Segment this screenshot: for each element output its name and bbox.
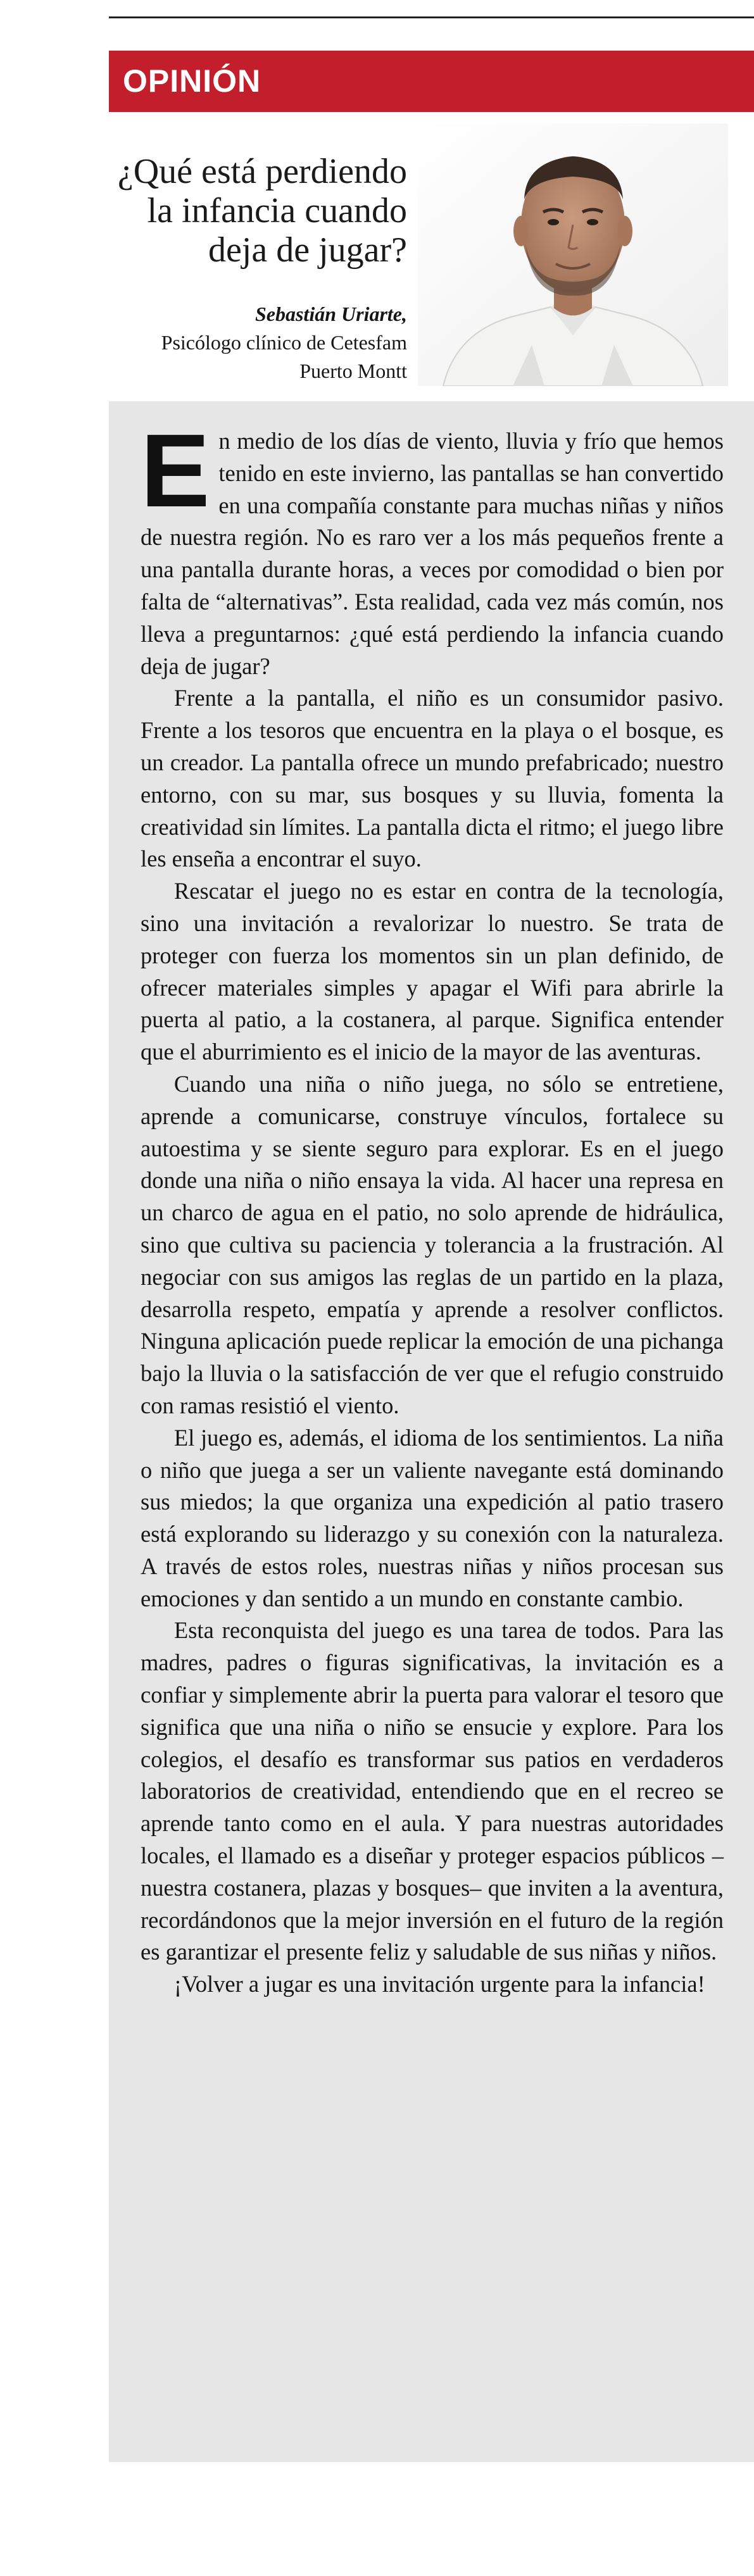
dropcap: E: [141, 413, 210, 528]
article-paragraph-5: El juego es, además, el idioma de los sentimientos. La niña o niño que juega a ser un valiente navegante está dominando sus miedos; la que organiza una expedición al patio trasero está explorando su liderazgo y su conexión con la naturaleza. A través de estos roles, nuestras niñas y niños procesan sus emociones y dan sentido a un mundo en constante cambio.: [141, 1424, 724, 1611]
headline: ¿Qué está perdiendo la infancia cuando deja de jugar?: [117, 152, 407, 270]
article-body: [109, 401, 754, 2462]
byline: [78, 300, 407, 385]
article-paragraph-1-text: n medio de los días de viento, lluvia y frío que hemos tenido en este invierno, las pantallas se han convertido en una compañía constante para muchas niñas y niños de nuestra región. No es raro ver a los más pequeños frente a una pantalla durante horas, a veces por comodidad o bien por falta de “alternativas”. Esta realidad, cada vez más común, nos lleva a preguntarnos: ¿qué está perdiendo la infancia cuando deja de jugar?: [141, 428, 724, 679]
author-name: Sebastián Uriarte,: [254, 303, 407, 325]
author-role: Psicólogo clínico de Cetesfam: [161, 331, 407, 354]
article-paragraph-7: ¡Volver a jugar es una invitación urgente para la infancia!: [173, 1971, 705, 1998]
article-paragraph-4: Cuando una niña o niño juega, no sólo se entretiene, aprende a comunicarse, construye vínculos, fortalece su autoestima y se siente seguro para explorar. Es en el juego donde una niña o niño ensaya la vida. Al hacer una represa en un charco de agua en el patio, no solo aprende de hidráulica, sino que cultiva su paciencia y tolerancia a la frustración. Al negociar con sus amigos las reglas de un partido en la plaza, desarrolla respeto, empatía y aprende a resolver conflictos. Ninguna aplicación puede replicar la emoción de una pichanga bajo la lluvia o la satisfacción de ver que el refugio construido con ramas resistió el viento.: [141, 1070, 724, 1418]
article-paragraph-6: Esta reconquista del juego es una tarea de todos. Para las madres, padres o figuras significativas, la invitación es a confiar y simplemente abrir la puerta para valorar el tesoro que significa que una niña o niño se ensucie y explore. Para los colegios, el desafío es transformar sus patios en verdaderos laboratorios de creatividad, entendiendo que en el recreo se aprende tanto como en el aula. Y para nuestras autoridades locales, el llamado es a diseñar y proteger espacios públicos –nuestra costanera, plazas y bosques– que inviten a la aventura, recordándonos que la mejor inversión en el futuro de la región es garantizar el presente feliz y saludable de sus niñas y niños.: [141, 1617, 724, 1965]
section-label: OPINIÓN: [123, 63, 261, 99]
article-paragraph-3: Rescatar el juego no es estar en contra de la tecnología, sino una invitación a revalorizar lo nuestro. Se trata de proteger con fuerza los momentos sin un plan definido, de ofrecer materiales simples y apagar el Wifi para abrirle la puerta al patio, a la costanera, al parque. Significa entender que el aburrimiento es el inicio de la mayor de las aventuras.: [141, 878, 724, 1065]
section-band: [109, 51, 754, 112]
top-rule: [109, 16, 754, 18]
author-location: Puerto Montt: [299, 360, 407, 382]
article-paragraph-1: [141, 413, 724, 682]
article-paragraph-2: Frente a la pantalla, el niño es un consumidor pasivo. Frente a los tesoros que encuentra en la playa o el bosque, es un creador. La pantalla ofrece un mundo prefabricado; nuestro entorno, con su mar, sus bosques y su lluvia, fomenta la creatividad sin límites. La pantalla dicta el ritmo; el juego libre les enseña a encontrar el suyo.: [141, 685, 724, 872]
author-photo: [418, 123, 728, 386]
